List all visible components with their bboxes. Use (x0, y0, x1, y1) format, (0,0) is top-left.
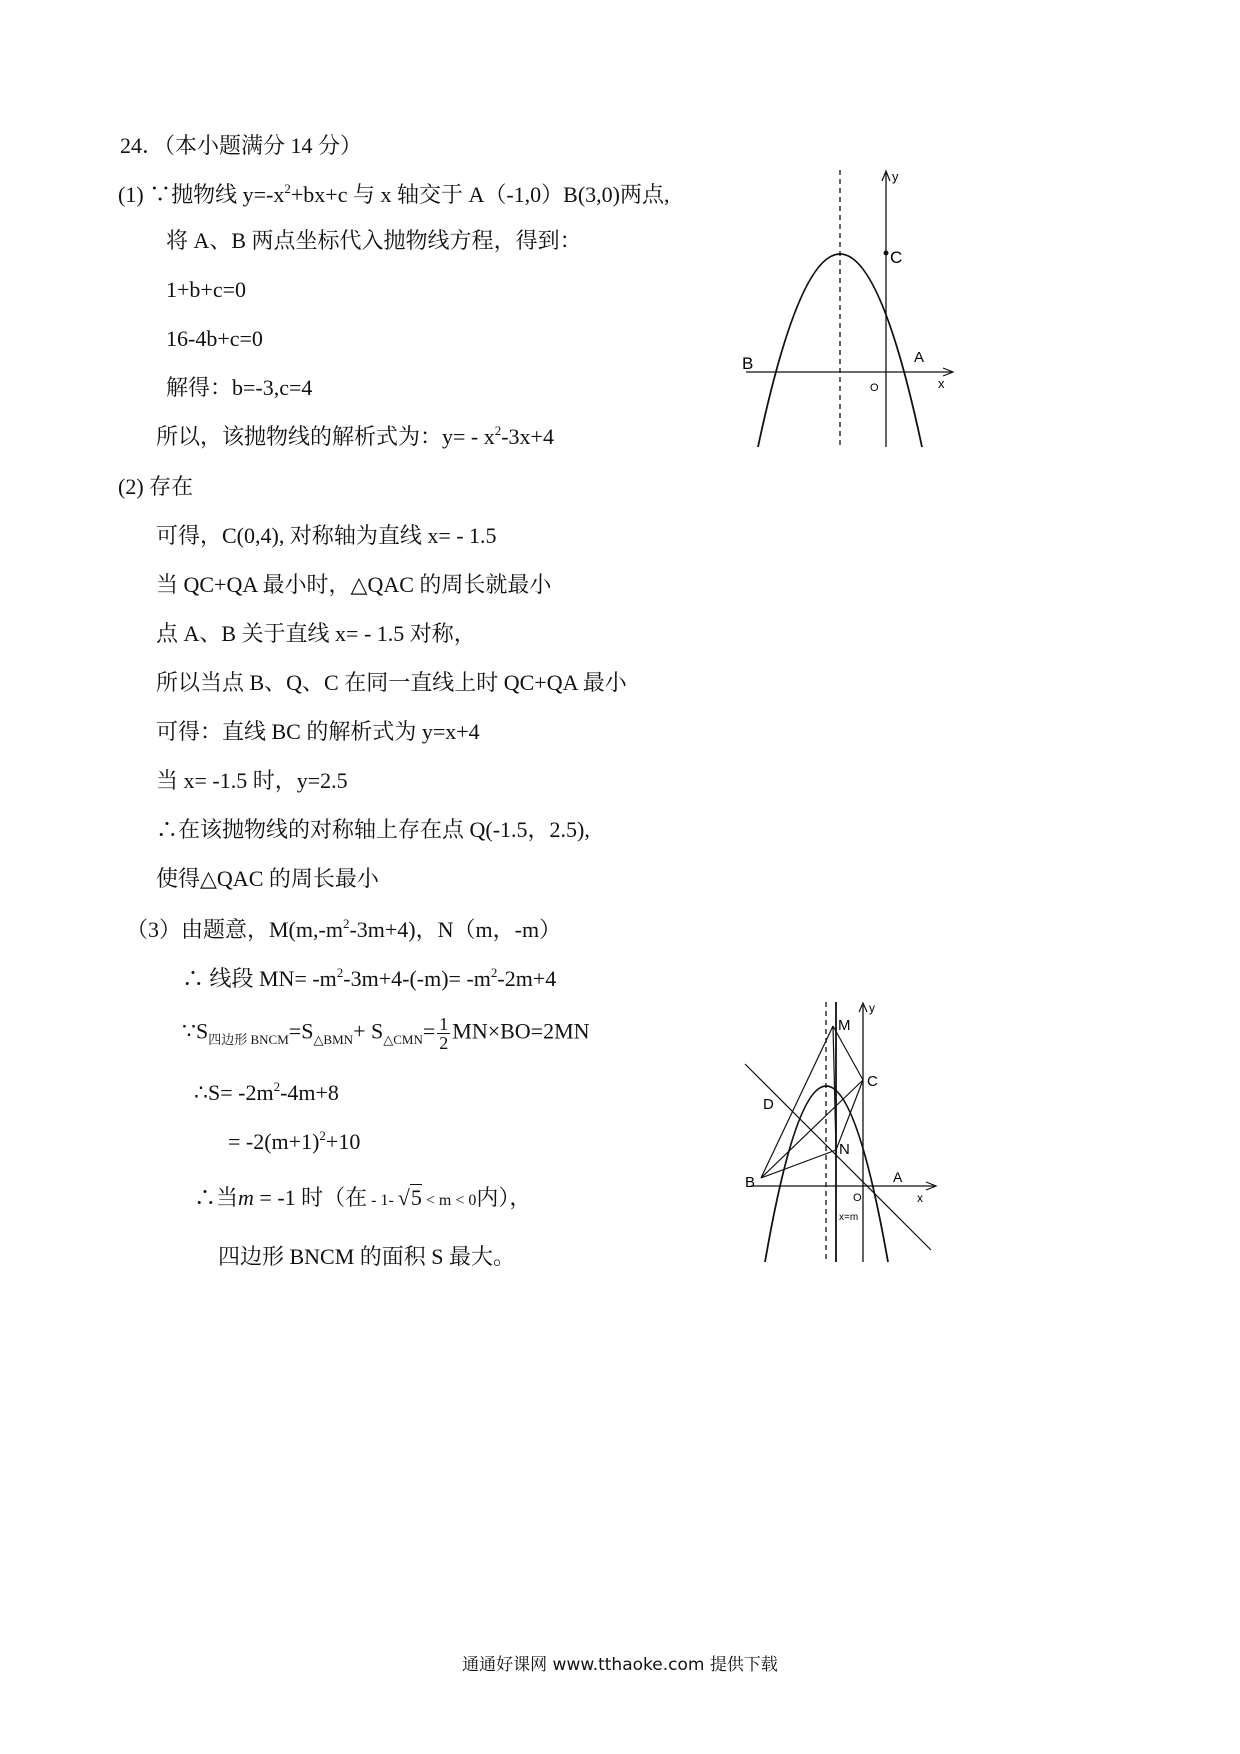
part1-line4: 16-4b+c=0 (166, 326, 263, 351)
label-c: C (890, 248, 903, 267)
subscript: 四边形 BNCM (208, 1031, 289, 1047)
part2-line3: 当 QC+QA 最小时，△QAC 的周长就最小 (156, 572, 552, 597)
page-footer: 通通好课网 www.tthaoke.com 提供下载 (462, 1655, 778, 1675)
exponent: 2 (273, 1079, 281, 1094)
text: 所以，该抛物线的解析式为：y= - x (156, 424, 495, 449)
part3-line7: 四边形 BNCM 的面积 S 最大。 (218, 1244, 516, 1269)
text: +10 (325, 1129, 361, 1154)
part2-line7: 当 x= -1.5 时，y=2.5 (156, 768, 348, 793)
part1-line5: 解得：b=-3,c=4 (166, 375, 313, 400)
text: -3m+4-(-m)= -m (343, 966, 491, 991)
text: = -1 时（在 (253, 1185, 368, 1210)
part3-line1 (126, 917, 561, 943)
text: = (422, 1018, 436, 1044)
segment-cn (836, 1080, 863, 1150)
text: + S (353, 1018, 384, 1044)
text: -3m+4)，N（m，-m） (349, 917, 562, 942)
label-a: A (893, 1169, 903, 1185)
text: =S (288, 1018, 314, 1044)
question-heading (120, 133, 362, 159)
text: （3）由题意，M(m,-m (126, 917, 343, 942)
text: (1) ∵抛物线 y=-x (118, 182, 285, 207)
text: +bx+c 与 x 轴交于 A（-1,0）B(3,0)两点, (290, 182, 670, 207)
label-y: y (892, 169, 899, 184)
label-c: C (867, 1073, 878, 1090)
part1-line3: 1+b+c=0 (166, 277, 246, 302)
text: MN×BO=2MN (452, 1018, 590, 1044)
part2-line4: 点 A、B 关于直线 x= - 1.5 对称， (156, 621, 476, 646)
exponent: 2 (336, 965, 344, 980)
text: -3x+4 (501, 424, 554, 449)
fraction-one-half (437, 1015, 450, 1052)
question-points: （本小题满分 14 分） (164, 133, 363, 158)
text: -2m+4 (497, 966, 557, 991)
label-x-equals-m: x=m (839, 1212, 859, 1223)
figure2-quadrilateral-graph (745, 1000, 955, 1265)
label-x: x (917, 1191, 923, 1205)
text: ∵S (182, 1018, 209, 1044)
part1-line6 (156, 424, 554, 450)
part3-line6 (194, 1184, 531, 1214)
segment-mc (833, 1026, 863, 1080)
sqrt-symbol: √ (397, 1185, 410, 1210)
text: -4m+8 (280, 1080, 339, 1105)
part3-line3 (182, 1015, 590, 1052)
part2-line1: (2) 存在 (118, 474, 194, 499)
part2-line5: 所以当点 B、Q、C 在同一直线上时 QC+QA 最小 (156, 670, 627, 695)
label-y: y (869, 1001, 875, 1015)
label-o: O (870, 382, 879, 394)
part2-line2: 可得，C(0,4), 对称轴为直线 x= - 1.5 (156, 523, 497, 548)
label-a: A (914, 349, 925, 366)
label-b: B (742, 354, 754, 373)
range-text: < m < 0 (421, 1192, 477, 1209)
part1-line1 (118, 182, 670, 208)
subscript: △BMN (313, 1031, 354, 1047)
fraction-numerator: 1 (439, 1014, 449, 1034)
exponent: 2 (319, 1128, 326, 1143)
point-c (884, 251, 889, 256)
text: = -2(m+1) (228, 1129, 320, 1154)
subscript: △CMN (383, 1031, 423, 1047)
text: 内）， (476, 1185, 532, 1210)
text: ∴ 线段 MN= -m (182, 966, 337, 991)
label-n: N (839, 1141, 850, 1158)
sqrt-radicand: 5 (410, 1185, 422, 1210)
part3-line4 (194, 1080, 339, 1106)
label-o: O (853, 1192, 862, 1204)
text: ∴当 (194, 1185, 239, 1210)
part2-line9: 使得△QAC 的周长最小 (156, 866, 379, 891)
label-b: B (745, 1174, 756, 1191)
range-text: - 1- (367, 1192, 398, 1209)
part3-line2 (182, 966, 556, 992)
label-m: M (838, 1017, 851, 1034)
label-d: D (763, 1096, 774, 1113)
exponent: 2 (342, 916, 350, 931)
text: ∴S= -2m (194, 1080, 274, 1105)
part2-line8: ∴在该抛物线的对称轴上存在点 Q(-1.5，2.5), (156, 817, 590, 842)
part2-line6: 可得：直线 BC 的解析式为 y=x+4 (156, 719, 480, 744)
part3-line5 (228, 1129, 360, 1155)
label-x: x (938, 376, 945, 391)
exponent: 2 (284, 181, 291, 196)
figure1-parabola-graph (740, 165, 970, 455)
variable-m: m (238, 1185, 254, 1210)
question-number: 24． (120, 133, 165, 158)
exponent: 2 (490, 965, 498, 980)
fraction-denominator: 2 (439, 1033, 449, 1053)
exponent: 2 (494, 423, 502, 438)
part1-line2: 将 A、B 两点坐标代入抛物线方程，得到： (166, 228, 582, 253)
